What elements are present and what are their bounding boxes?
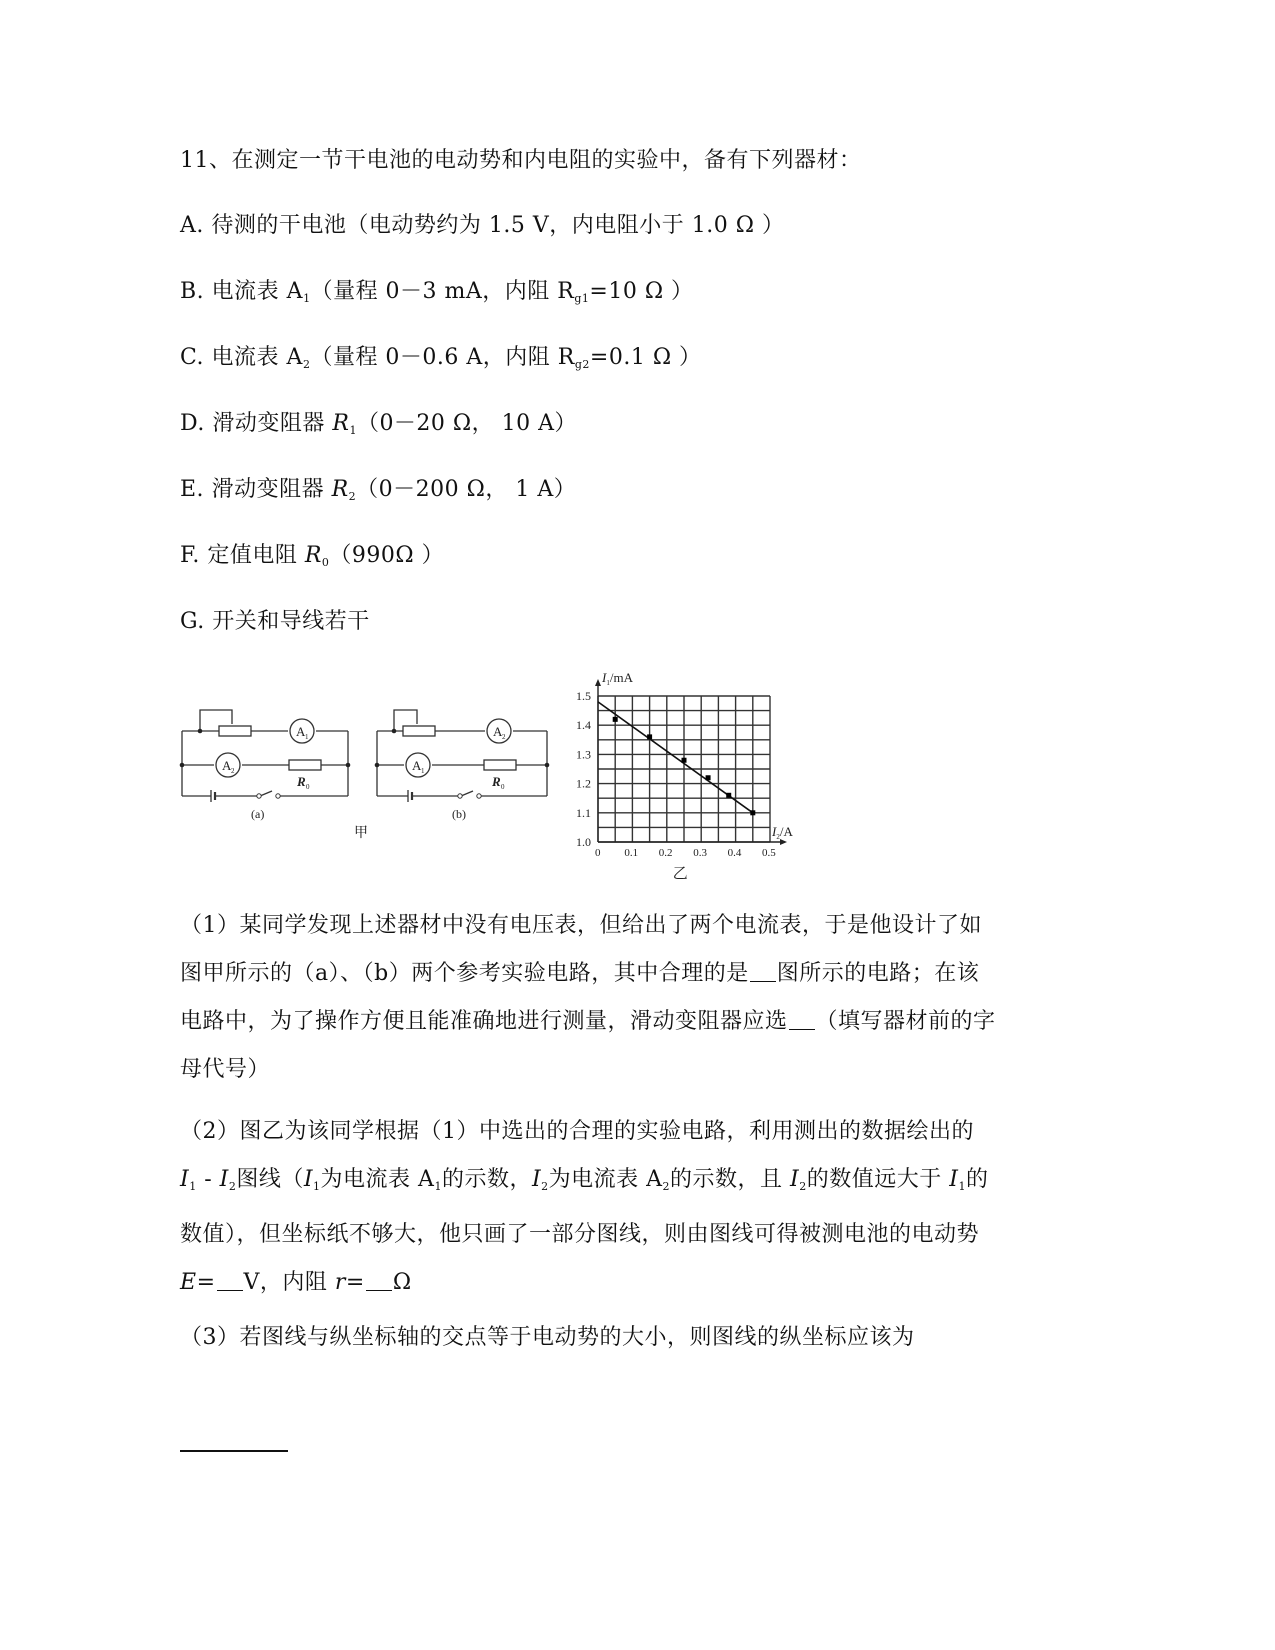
subscript: 1 bbox=[434, 1180, 442, 1193]
data-point bbox=[726, 793, 731, 798]
meter-label: A bbox=[412, 758, 422, 773]
data-point bbox=[647, 734, 652, 739]
x-tick-label: 0.2 bbox=[658, 847, 673, 859]
text: V，内阻 bbox=[243, 1270, 335, 1295]
option-e bbox=[180, 475, 576, 512]
option-text: （0－200 Ω， 1 A） bbox=[356, 477, 577, 502]
var: I bbox=[219, 1167, 229, 1192]
question-text: 在测定一节干电池的电动势和内电阻的实验中，备有下列器材： bbox=[231, 148, 862, 173]
subscript: 1 bbox=[958, 1180, 966, 1193]
question-number: 11、 bbox=[180, 148, 232, 173]
var: I bbox=[531, 1167, 542, 1192]
option-g bbox=[180, 607, 370, 637]
subscript: g2 bbox=[574, 358, 590, 371]
part-2-line bbox=[180, 1259, 1060, 1307]
part-2-line bbox=[180, 1156, 1060, 1211]
subscript: 2 bbox=[541, 1180, 549, 1193]
text: = bbox=[345, 1270, 365, 1295]
text: 的示数，且 bbox=[670, 1167, 791, 1192]
y-tick-label: 1.0 bbox=[576, 835, 591, 849]
part-1 bbox=[180, 902, 1060, 1094]
var: I bbox=[180, 1167, 190, 1192]
circuit-b-diagram bbox=[370, 690, 560, 830]
option-text: 开关和导线若干 bbox=[212, 609, 370, 634]
meter-sub: 1 bbox=[305, 733, 309, 741]
resistor-sub: 0 bbox=[306, 783, 310, 791]
subscript: 1 bbox=[189, 1180, 197, 1193]
subscript: 1 bbox=[313, 1180, 321, 1193]
option-key: G. bbox=[180, 609, 205, 634]
part-2 bbox=[180, 1108, 1060, 1307]
variable: R bbox=[331, 477, 349, 502]
text: Ω bbox=[392, 1270, 412, 1295]
y-tick-label: 1.1 bbox=[576, 805, 591, 820]
meter-label: A bbox=[222, 758, 232, 773]
option-a bbox=[180, 211, 784, 241]
text: 的示数， bbox=[441, 1167, 532, 1192]
part-2-line: 数值），但坐标纸不够大，他只画了一部分图线，则由图线可得被测电池的电动势 bbox=[180, 1222, 980, 1247]
text: 为电流表 A bbox=[548, 1167, 663, 1192]
answer-blank-circuit[interactable] bbox=[750, 961, 776, 982]
var: E bbox=[180, 1270, 197, 1295]
meter-sub: 2 bbox=[502, 733, 506, 741]
x-axis-arrow bbox=[780, 839, 787, 845]
chart-ticks bbox=[576, 689, 776, 859]
answer-blank-rheostat[interactable] bbox=[789, 1009, 815, 1030]
resistor-label: R bbox=[492, 774, 501, 789]
option-key: E. bbox=[180, 477, 205, 502]
y-axis-arrow bbox=[595, 679, 601, 686]
subscript: 2 bbox=[662, 1180, 671, 1193]
y-tick-label: 1.2 bbox=[576, 776, 591, 791]
text: 图线（ bbox=[236, 1167, 304, 1192]
data-point bbox=[613, 717, 618, 722]
option-text: 待测的干电池（电动势约为 1.5 V，内电阻小于 1.0 Ω ） bbox=[211, 213, 785, 238]
text: 图甲所示的（a）、（b）两个参考实验电路，其中合理的是 bbox=[180, 961, 749, 986]
meter-label: A bbox=[296, 724, 306, 739]
option-text: 电流表 A bbox=[211, 345, 303, 370]
option-key: C. bbox=[180, 345, 205, 370]
chart-axes bbox=[595, 679, 787, 845]
subscript: 1 bbox=[303, 292, 311, 305]
subscript: 1 bbox=[349, 424, 357, 437]
text: - bbox=[196, 1167, 220, 1192]
chart-grid bbox=[598, 696, 770, 842]
variable: R bbox=[332, 411, 350, 436]
y-axis-label: $I_1/mA$ bbox=[602, 670, 633, 687]
option-c bbox=[180, 343, 702, 380]
option-key: D. bbox=[180, 411, 205, 436]
option-key: F. bbox=[180, 543, 200, 568]
question-stem bbox=[180, 146, 862, 176]
resistor-sub: 0 bbox=[501, 783, 505, 791]
option-text: 电流表 A bbox=[211, 279, 304, 304]
answer-blank-emf[interactable] bbox=[217, 1270, 243, 1291]
resistor-r0 bbox=[484, 760, 516, 770]
x-axis-label: $I_2/A$ bbox=[772, 824, 793, 841]
option-text: （量程 0－0.6 A，内阻 R bbox=[310, 345, 575, 370]
text: 图所示的电路；在该 bbox=[776, 961, 980, 986]
option-key: B. bbox=[180, 279, 205, 304]
subscript: 0 bbox=[321, 556, 330, 569]
figure-jia-caption: 甲 bbox=[354, 825, 368, 841]
var: r bbox=[334, 1270, 346, 1295]
option-text: =10 Ω ） bbox=[589, 279, 694, 304]
rheostat bbox=[403, 726, 435, 736]
meter-sub: 1 bbox=[421, 767, 425, 775]
meter-label: A bbox=[493, 724, 503, 739]
var: I bbox=[790, 1167, 800, 1192]
option-b bbox=[180, 277, 694, 314]
option-f bbox=[180, 541, 444, 578]
var: I bbox=[949, 1167, 959, 1192]
resistor-label: R bbox=[297, 774, 306, 789]
text: 电路中，为了操作方便且能准确地进行测量，滑动变阻器应选 bbox=[180, 1009, 788, 1034]
circuit-a-label: (a) bbox=[251, 807, 265, 821]
part-1-line: 母代号） bbox=[180, 1057, 271, 1082]
text: = bbox=[196, 1270, 216, 1295]
part-2-line: （2）图乙为该同学根据（1）中选出的合理的实验电路，利用测出的数据绘出的 bbox=[180, 1119, 974, 1144]
option-text: 滑动变阻器 bbox=[211, 477, 332, 502]
subscript: g1 bbox=[574, 292, 590, 305]
rheostat bbox=[219, 726, 251, 736]
chart-yi bbox=[565, 668, 805, 888]
option-text: （0－20 Ω， 10 A） bbox=[356, 411, 578, 436]
answer-blank-ordinate[interactable] bbox=[180, 1450, 288, 1452]
y-tick-label: 1.3 bbox=[576, 747, 591, 762]
x-tick-label: 0 bbox=[595, 847, 601, 859]
option-text: 滑动变阻器 bbox=[212, 411, 333, 436]
y-tick-label: 1.4 bbox=[576, 718, 591, 733]
subscript: 2 bbox=[348, 490, 357, 503]
x-tick-label: 0.5 bbox=[762, 847, 776, 859]
text: 的 bbox=[965, 1167, 989, 1192]
text: （填写器材前的字 bbox=[815, 1009, 996, 1034]
x-tick-label: 0.1 bbox=[624, 847, 639, 859]
subscript: 2 bbox=[799, 1180, 807, 1193]
option-d bbox=[180, 409, 577, 446]
option-key: A. bbox=[180, 213, 204, 238]
text: 的数值远大于 bbox=[806, 1167, 950, 1192]
x-tick-label: 0.4 bbox=[727, 847, 742, 859]
circuit-a-diagram bbox=[175, 690, 365, 830]
data-point bbox=[682, 758, 687, 763]
data-point bbox=[706, 775, 711, 780]
x-tick-label: 0.3 bbox=[693, 847, 707, 859]
meter-sub: 2 bbox=[231, 767, 235, 775]
var: I bbox=[303, 1167, 314, 1192]
y-tick-label: 1.5 bbox=[576, 689, 591, 703]
variable: R bbox=[304, 543, 322, 568]
option-text: （990Ω ） bbox=[329, 543, 445, 568]
chart-caption: 乙 bbox=[672, 866, 688, 882]
part-1-line bbox=[180, 950, 1060, 998]
subscript: 2 bbox=[302, 358, 311, 371]
resistor-r0 bbox=[289, 760, 321, 770]
text: 为电流表 A bbox=[320, 1167, 435, 1192]
subscript: 2 bbox=[228, 1180, 237, 1193]
data-point bbox=[750, 810, 755, 815]
option-text: （量程 0－3 mA，内阻 R bbox=[310, 279, 575, 304]
option-text: =0.1 Ω ） bbox=[589, 345, 702, 370]
circuit-b-label: (b) bbox=[452, 807, 466, 821]
part-3-line: （3）若图线与纵坐标轴的交点等于电动势的大小，则图线的纵坐标应该为 bbox=[180, 1325, 915, 1350]
part-1-line: （1）某同学发现上述器材中没有电压表，但给出了两个电流表，于是他设计了如 bbox=[180, 913, 982, 938]
answer-blank-resistance[interactable] bbox=[366, 1270, 392, 1291]
option-text: 定值电阻 bbox=[207, 543, 305, 568]
part-1-line bbox=[180, 998, 1060, 1046]
part-3 bbox=[180, 1314, 1060, 1362]
